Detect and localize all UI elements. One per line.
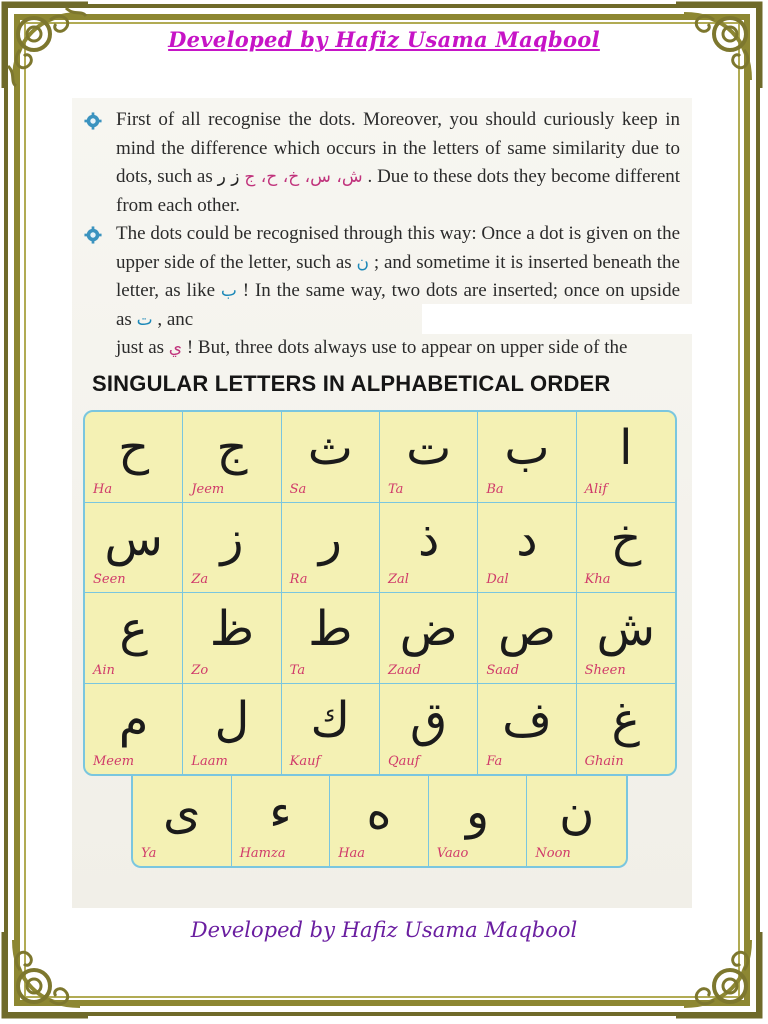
letter-glyph: ض [399, 601, 458, 657]
letter-cell [85, 684, 183, 775]
letter-name: Saad [486, 662, 520, 678]
header-credit: Developed by Hafiz Usama Maqbool [168, 27, 600, 52]
letter-name: Meem [93, 754, 135, 769]
example-ba: ب [220, 281, 237, 301]
letter-name: Za [191, 572, 209, 587]
bullet-gear-icon [84, 112, 102, 130]
example-letters-pink: ش، س، خ، ح، ج [244, 167, 363, 187]
letter-glyph: غ [611, 691, 641, 748]
letter-glyph: ج [216, 420, 248, 476]
letter-name: Ta [289, 662, 306, 678]
bullet-2-text: The dots could be recognised through this way: Once a dot is given on the upper side of the letter, such as ن ; and sometime it is inserted beneath the letter, as like ب ! In the same way, two dots are inserted; once on upside as ت , anc just as ي ! But, three dots always use to appear on upper side of the [116, 223, 681, 358]
letter-name: Noon [535, 846, 571, 861]
letter-name: Zal [388, 572, 409, 587]
letter-name: Alif [584, 481, 608, 497]
letter-glyph: ط [308, 601, 353, 657]
letter-cell [232, 776, 331, 866]
letter-cell [577, 412, 675, 503]
letter-glyph: ف [502, 691, 552, 748]
letter-glyph: ن [559, 784, 595, 840]
letter-glyph: ه [366, 784, 392, 840]
bullet-2 [80, 220, 680, 363]
letter-glyph: ك [310, 691, 351, 748]
letter-cell [380, 503, 478, 594]
letter-name: Haa [338, 846, 366, 861]
letter-cell [282, 684, 380, 775]
letter-cell [380, 412, 478, 503]
letter-name: Seen [93, 572, 126, 587]
letter-cell [478, 593, 576, 684]
bullet-gear-icon [84, 226, 102, 244]
letter-cell [380, 684, 478, 775]
example-ta: ت [136, 309, 153, 330]
letter-cell [577, 503, 675, 594]
letter-name: Zo [191, 662, 209, 678]
letter-glyph: ش [596, 601, 656, 657]
letter-glyph: ص [497, 601, 556, 657]
alphabet-grid-last-row [131, 776, 628, 868]
letter-glyph: و [466, 784, 490, 840]
letter-name: Zaad [388, 662, 421, 678]
letter-cell [85, 412, 183, 503]
letter-glyph: ء [269, 784, 292, 840]
letter-name: Hamza [239, 846, 286, 861]
letter-cell [85, 503, 183, 594]
letter-cell [183, 503, 281, 594]
letter-cell [85, 593, 183, 684]
letter-cell [183, 684, 281, 775]
letter-glyph: ب [504, 420, 550, 476]
example-ya: ي [168, 338, 183, 358]
letter-cell [183, 593, 281, 684]
letter-name: Laam [191, 754, 228, 769]
letter-glyph: ت [406, 420, 452, 476]
letter-cell [183, 412, 281, 503]
letter-name: Ya [141, 846, 157, 861]
letter-name: Jeem [191, 481, 225, 497]
letter-name: Ba [486, 481, 504, 497]
letter-name: Ra [289, 572, 308, 587]
letter-name: Ain [93, 662, 115, 678]
letter-cell [380, 593, 478, 684]
letter-cell [133, 776, 232, 866]
letter-cell [282, 593, 380, 684]
letter-cell [577, 593, 675, 684]
letter-cell [478, 412, 576, 503]
letter-glyph: ث [307, 420, 353, 476]
letter-cell [478, 684, 576, 775]
letter-name: Ta [388, 481, 404, 497]
letter-glyph: ذ [417, 510, 440, 567]
letter-cell [282, 412, 380, 503]
letter-glyph: ظ [209, 601, 255, 657]
footer-credit: Developed by Hafiz Usama Maqbool [190, 918, 578, 942]
letter-cell [577, 684, 675, 775]
letter-name: Qauf [388, 754, 420, 769]
letter-name: Kauf [289, 754, 321, 769]
section-title: SINGULAR LETTERS IN ALPHABETICAL ORDER [92, 371, 611, 396]
letter-glyph: خ [610, 510, 642, 567]
letter-name: Dal [486, 572, 509, 587]
redaction-patch [422, 304, 732, 334]
letter-glyph: ى [163, 784, 201, 840]
letter-glyph: ع [119, 601, 148, 657]
letter-glyph: م [118, 691, 149, 748]
letter-glyph: د [516, 510, 538, 567]
letter-glyph: س [104, 510, 163, 567]
example-letters-dark: ز ر [217, 167, 240, 187]
example-noon: ن [356, 252, 369, 273]
letter-name: Vaao [436, 846, 469, 861]
letter-cell [330, 776, 429, 866]
letter-cell [478, 503, 576, 594]
letter-cell [282, 503, 380, 594]
letter-name: Ha [93, 481, 113, 497]
bullet-1 [80, 106, 680, 220]
bullet-1-text: First of all recognise the dots. Moreover, you should curiously keep in mind the difference which occurs in the letters of same similarity due to dots, such as ز ر ش، س، خ، ح، ج . Due to these dots they become different from each other. [116, 109, 681, 216]
alphabet-grid [83, 410, 677, 776]
letter-glyph: ل [214, 691, 250, 748]
letter-name: Sa [289, 481, 307, 497]
letter-glyph: ز [220, 510, 244, 567]
letter-name: Kha [584, 572, 611, 587]
letter-glyph: ح [118, 420, 150, 476]
letter-glyph: ق [410, 691, 448, 748]
letter-cell [429, 776, 528, 866]
letter-name: Fa [486, 754, 503, 769]
letter-name: Ghain [584, 754, 624, 769]
letter-glyph: ا [619, 420, 633, 476]
letter-glyph: ر [318, 510, 342, 567]
letter-name: Sheen [584, 662, 626, 678]
letter-cell [527, 776, 626, 866]
